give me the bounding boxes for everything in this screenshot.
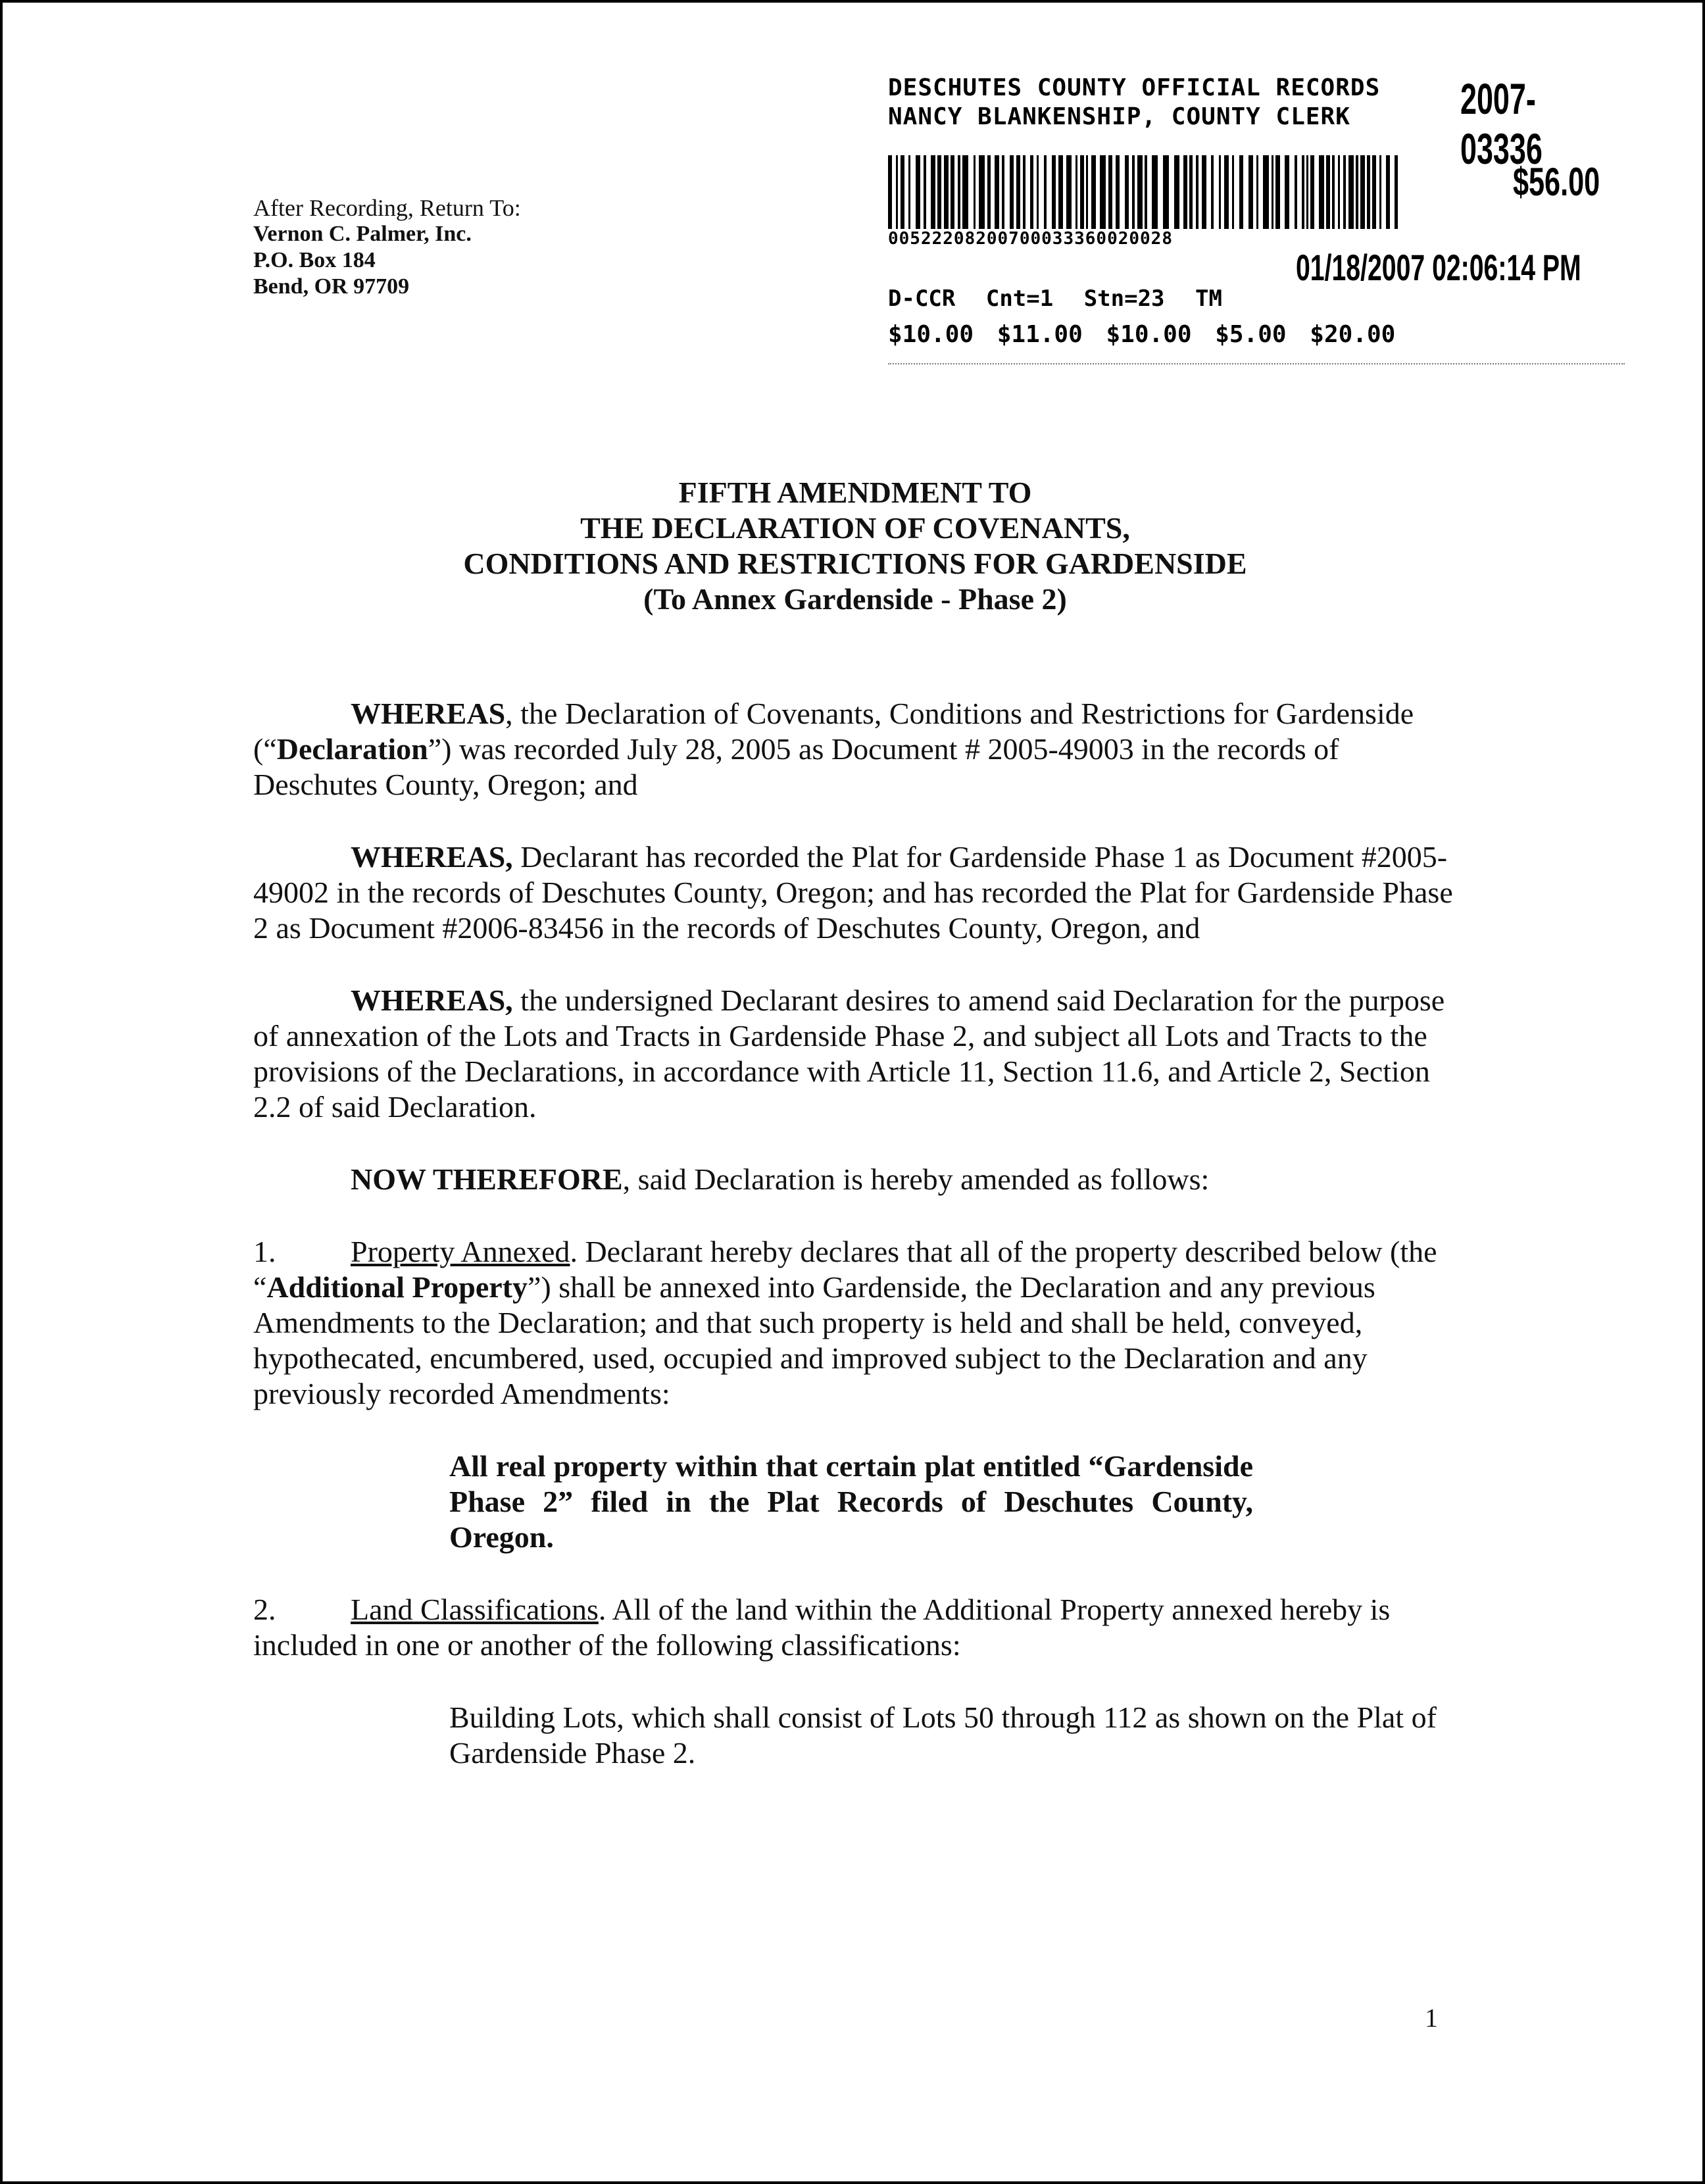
barcode-number: 00522208200700033360020028 bbox=[888, 229, 1173, 249]
section-heading: Property Annexed bbox=[351, 1235, 570, 1268]
building-lots-description: Building Lots, which shall consist of Lots 50 through 112 as shown on the Plat of Gardenside Phase 2. bbox=[449, 1700, 1437, 1770]
stamp-codes bbox=[888, 285, 1239, 312]
now-therefore-text: , said Declaration is hereby amended as follows: bbox=[622, 1162, 1210, 1196]
section-text: ”) shall be annexed into Gardenside, the Declaration and any previous Amendments to the Declaration; and that such property is held and shall be held, conveyed, hypothecated, encumbered, used, occupied and improved subject to the Declaration and any previously recorded Amendments: bbox=[253, 1270, 1375, 1410]
recital-paragraph bbox=[253, 839, 1457, 946]
title-line: FIFTH AMENDMENT TO bbox=[678, 476, 1032, 509]
stamp-clerk: NANCY BLANKENSHIP, COUNTY CLERK bbox=[888, 103, 1350, 130]
document-number: 2007-03336 bbox=[1460, 74, 1543, 173]
return-to-city: Bend, OR 97709 bbox=[253, 274, 410, 299]
section-property-annexed bbox=[253, 1234, 1457, 1412]
stamp-fee: $20.00 bbox=[1310, 321, 1396, 348]
return-to-po-box: P.O. Box 184 bbox=[253, 248, 376, 272]
section-text: . Declarant hereby declares that all of the property described below (the “ bbox=[253, 1235, 1437, 1304]
section-heading: Land Classifications bbox=[351, 1593, 599, 1626]
recital-text: Declarant has recorded the Plat for Gardenside Phase 1 as Document #2005-49002 in the records of Deschutes County, Oregon; and has recorded the Plat for Gardenside Phase 2 as Document #2006-83456 in the records of Deschutes County, Oregon, and bbox=[253, 840, 1453, 945]
page-number: 1 bbox=[1425, 2003, 1438, 2033]
section-number: 1. bbox=[253, 1235, 276, 1268]
return-to-name: Vernon C. Palmer, Inc. bbox=[253, 222, 472, 246]
recital-text: the undersigned Declarant desires to amend said Declaration for the purpose of annexation of the Lots and Tracts in Gardenside Phase 2, and subject all Lots and Tracts to the provisions of the Declarations, in accordance with Article 11, Section 11.6, and Article 2, Section 2.2 of said Declaration. bbox=[253, 983, 1445, 1124]
recital-lead: WHEREAS, bbox=[351, 983, 513, 1017]
recital-lead: WHEREAS bbox=[351, 697, 506, 730]
now-therefore-lead: NOW THEREFORE bbox=[351, 1162, 623, 1196]
now-therefore-paragraph bbox=[253, 1162, 1457, 1197]
stamp-code: Stn=23 bbox=[1083, 285, 1165, 312]
stamp-fee: $10.00 bbox=[888, 321, 974, 348]
stamp-fee: $11.00 bbox=[997, 321, 1083, 348]
return-to-heading: After Recording, Return To: bbox=[253, 195, 521, 221]
stamp-code: Cnt=1 bbox=[985, 285, 1054, 312]
return-address-block bbox=[253, 195, 521, 300]
recorded-timestamp: 01/18/2007 02:06:14 PM bbox=[1296, 247, 1581, 288]
stamp-code: D-CCR bbox=[888, 285, 956, 312]
defined-term: Declaration bbox=[276, 732, 428, 766]
stamp-fee: $5.00 bbox=[1215, 321, 1287, 348]
stamp-fee: $10.00 bbox=[1106, 321, 1192, 348]
title-line: CONDITIONS AND RESTRICTIONS FOR GARDENSIDE bbox=[463, 547, 1247, 580]
section-number: 2. bbox=[253, 1593, 276, 1626]
section-text: . All of the land within the Additional Property annexed hereby is included in one or another of the following classifications: bbox=[253, 1593, 1391, 1662]
stamp-fees bbox=[888, 321, 1404, 348]
title-line: THE DECLARATION OF COVENANTS, bbox=[580, 511, 1130, 545]
recital-text: ”) was recorded July 28, 2005 as Document # 2005-49003 in the records of Deschutes County, Oregon; and bbox=[253, 732, 1339, 801]
title-subtitle: (To Annex Gardenside - Phase 2) bbox=[643, 582, 1067, 616]
recital-text: , the Declaration of Covenants, Conditions and Restrictions for Gardenside (“ bbox=[253, 697, 1414, 766]
stamp-code: TM bbox=[1195, 285, 1222, 312]
stamp-office: DESCHUTES COUNTY OFFICIAL RECORDS bbox=[888, 74, 1381, 101]
document-body bbox=[253, 696, 1457, 1771]
stamp-divider bbox=[888, 363, 1625, 364]
defined-term: Additional Property bbox=[266, 1270, 528, 1304]
total-fee: $56.00 bbox=[1513, 160, 1600, 204]
document-title bbox=[253, 475, 1457, 617]
recital-paragraph bbox=[253, 696, 1457, 803]
recital-lead: WHEREAS, bbox=[351, 840, 513, 874]
recital-paragraph bbox=[253, 983, 1457, 1125]
legal-description: All real property within that certain plat entitled “Gardenside Phase 2” filed in the Plat Records of Deschutes County, Oregon. bbox=[449, 1449, 1253, 1554]
recording-stamp bbox=[888, 74, 1612, 348]
section-land-classifications bbox=[253, 1592, 1457, 1663]
